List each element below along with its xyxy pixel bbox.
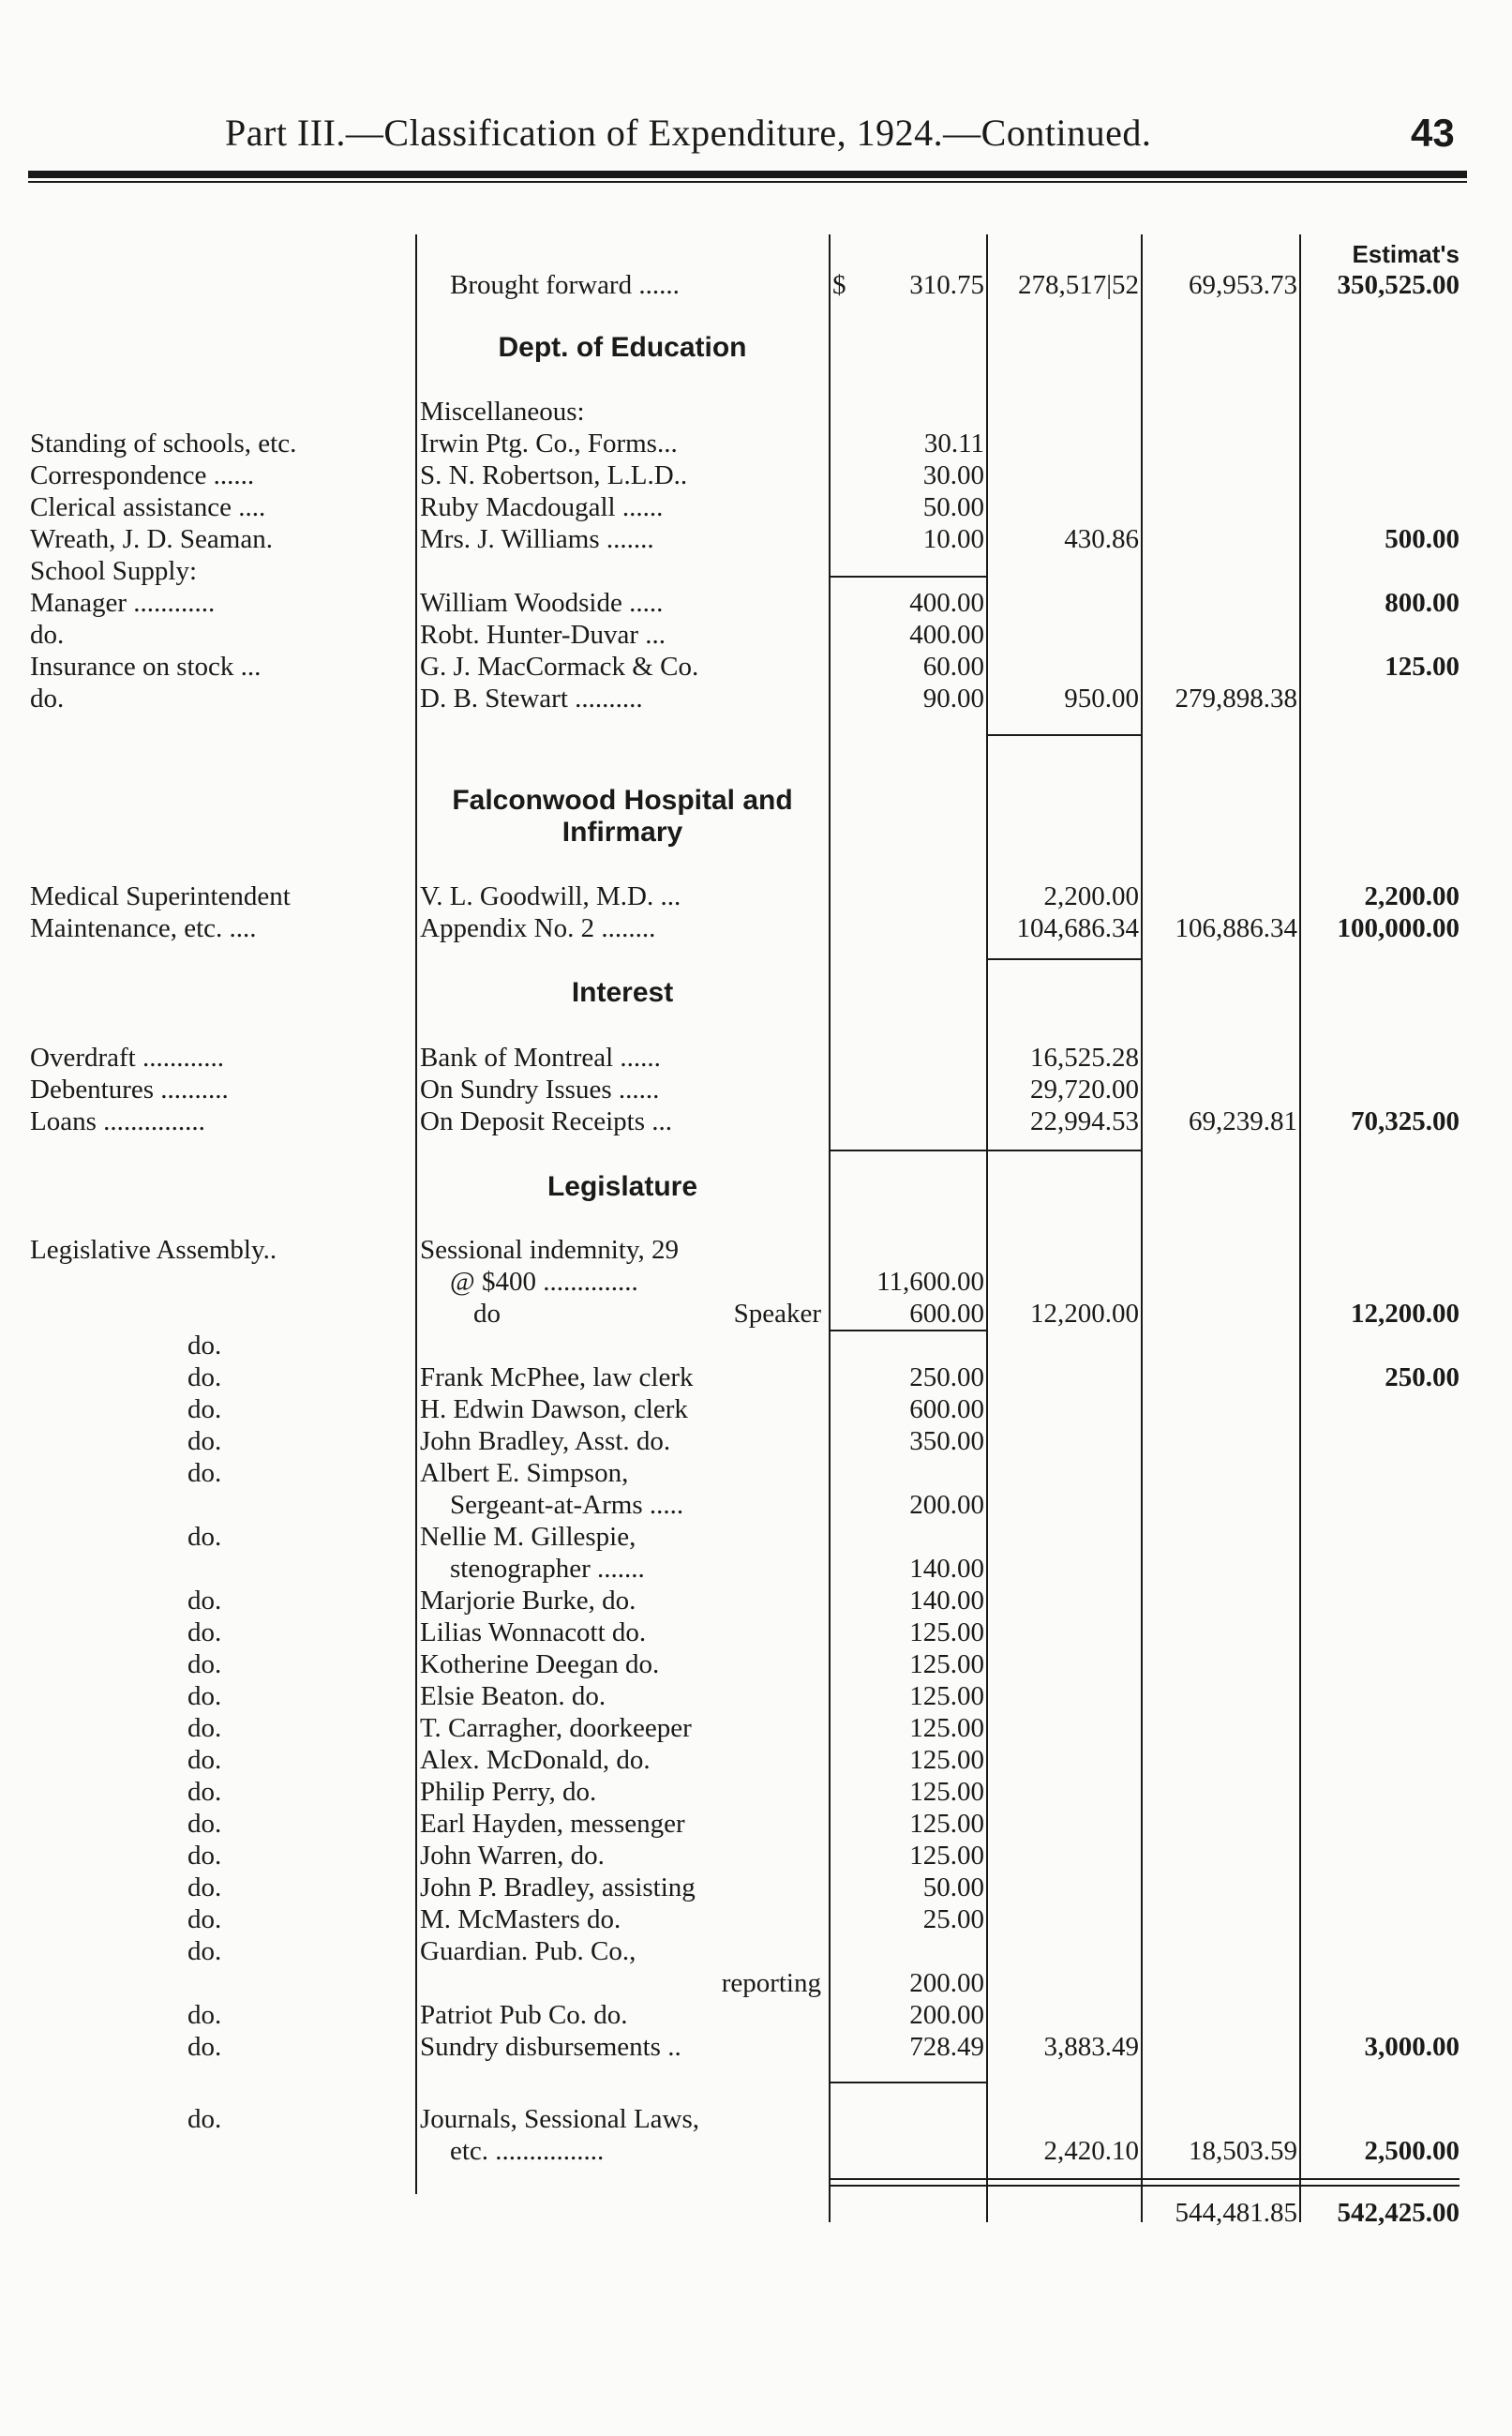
table-row bbox=[0, 1585, 1512, 1616]
row-label: Legislative Assembly.. bbox=[30, 1235, 277, 1265]
table-row bbox=[0, 459, 1512, 491]
col1-value: 200.00 bbox=[909, 2000, 984, 2030]
row-desc: T. Carragher, doorkeeper bbox=[420, 1713, 692, 1743]
header-rule bbox=[28, 171, 1467, 178]
total-rule bbox=[829, 2185, 1460, 2187]
col1-value: 125.00 bbox=[909, 1681, 984, 1711]
col4-value: 2,200.00 bbox=[1364, 881, 1460, 911]
row-label: do. bbox=[187, 2104, 222, 2134]
col1-value: 400.00 bbox=[909, 620, 984, 650]
col1-value: 125.00 bbox=[909, 1809, 984, 1839]
row-desc: Nellie M. Gillespie, bbox=[420, 1522, 636, 1552]
table-row bbox=[0, 619, 1512, 651]
total-rule bbox=[829, 2178, 1460, 2180]
row-desc: etc. ................ bbox=[450, 2136, 605, 2166]
row-label: Standing of schools, etc. bbox=[30, 429, 297, 459]
row-desc: Mrs. J. Williams ....... bbox=[420, 524, 654, 554]
row-desc: Sundry disbursements .. bbox=[420, 2032, 681, 2062]
col4-value: 100,000.00 bbox=[1337, 913, 1460, 943]
row-label: Wreath, J. D. Seaman. bbox=[30, 524, 273, 554]
row-label: do. bbox=[187, 2032, 222, 2062]
row-desc: Marjorie Burke, do. bbox=[420, 1586, 636, 1616]
row-label: do. bbox=[187, 1394, 222, 1424]
col2-value: 104,686.34 bbox=[1016, 913, 1139, 943]
row-desc: Kotherine Deegan do. bbox=[420, 1649, 660, 1679]
table-row bbox=[0, 1872, 1512, 1903]
table-row bbox=[0, 1680, 1512, 1712]
section-heading-education: Dept. of Education bbox=[498, 332, 747, 363]
subtotal-rule bbox=[829, 1150, 1141, 1151]
grand-total-col3: 544,481.85 bbox=[1175, 2198, 1297, 2228]
row-label: Maintenance, etc. .... bbox=[30, 913, 257, 943]
table-row bbox=[0, 1776, 1512, 1808]
row-label: Manager ............ bbox=[30, 588, 216, 618]
row-label: do. bbox=[187, 1617, 222, 1647]
table-row bbox=[0, 1840, 1512, 1872]
col4-value: 70,325.00 bbox=[1351, 1106, 1460, 1136]
table-row bbox=[0, 491, 1512, 523]
row-desc: Bank of Montreal ...... bbox=[420, 1043, 661, 1073]
row-desc: Robt. Hunter-Duvar ... bbox=[420, 620, 666, 650]
row-label: do. bbox=[187, 1331, 222, 1361]
section-heading-legislature: Legislature bbox=[546, 1171, 698, 1202]
row-desc: G. J. MacCormack & Co. bbox=[420, 652, 699, 682]
row-desc: D. B. Stewart .......... bbox=[420, 684, 643, 714]
row-label: School Supply: bbox=[30, 556, 198, 586]
row-label: do. bbox=[187, 1426, 222, 1456]
row-desc: Patriot Pub Co. do. bbox=[420, 2000, 628, 2030]
section-heading-falconwood-line2: Infirmary bbox=[561, 817, 683, 848]
col2-value: 950.00 bbox=[1064, 684, 1139, 714]
row-label: do. bbox=[187, 1586, 222, 1616]
table-row bbox=[0, 1808, 1512, 1840]
col1-value: 200.00 bbox=[909, 1968, 984, 1998]
col1-value: 728.49 bbox=[909, 2032, 984, 2062]
table-row bbox=[0, 523, 1512, 555]
row-desc: Albert E. Simpson, bbox=[420, 1458, 629, 1488]
row-desc: reporting bbox=[721, 1968, 821, 1998]
legislature-row bbox=[0, 1266, 1512, 1298]
subtotal-rule bbox=[986, 734, 1141, 736]
table-row bbox=[0, 1744, 1512, 1776]
table-row bbox=[0, 1361, 1512, 1393]
col4-value: 12,200.00 bbox=[1351, 1299, 1460, 1329]
row-label: do. bbox=[187, 1522, 222, 1552]
row-desc: John Bradley, Asst. do. bbox=[420, 1426, 671, 1456]
col1-value: 140.00 bbox=[909, 1586, 984, 1616]
col2-value: 2,420.10 bbox=[1043, 2136, 1139, 2166]
row-desc: Ruby Macdougall ...... bbox=[420, 492, 664, 522]
table-row bbox=[0, 1999, 1512, 2031]
col1-value: 90.00 bbox=[922, 684, 984, 714]
col3-value: 106,886.34 bbox=[1175, 913, 1297, 943]
grand-total-row bbox=[0, 2197, 1512, 2229]
row-label: do. bbox=[187, 1777, 222, 1807]
row-label: do. bbox=[187, 1809, 222, 1839]
legislature-row bbox=[0, 1330, 1512, 1361]
col2-value: 430.86 bbox=[1064, 524, 1139, 554]
col1-value: 350.00 bbox=[909, 1426, 984, 1456]
col1-value: 125.00 bbox=[909, 1649, 984, 1679]
row-label: do. bbox=[187, 1745, 222, 1775]
row-label: do. bbox=[187, 1713, 222, 1743]
table-row bbox=[0, 1457, 1512, 1489]
grand-total-col4: 542,425.00 bbox=[1337, 2198, 1460, 2228]
col3-value: 69,239.81 bbox=[1189, 1106, 1297, 1136]
col3-value: 279,898.38 bbox=[1175, 684, 1297, 714]
col4-value: 500.00 bbox=[1385, 524, 1460, 554]
table-row bbox=[0, 880, 1512, 912]
table-row bbox=[0, 1553, 1512, 1585]
row-label: Correspondence ...... bbox=[30, 460, 255, 490]
row-label: Clerical assistance .... bbox=[30, 492, 266, 522]
col4-value: 2,500.00 bbox=[1364, 2136, 1460, 2166]
col2-value: 22,994.53 bbox=[1030, 1106, 1139, 1136]
table-row bbox=[0, 1967, 1512, 1999]
row-desc: Philip Perry, do. bbox=[420, 1777, 597, 1807]
col1-value: 50.00 bbox=[922, 1872, 984, 1902]
col1-value: 125.00 bbox=[909, 1777, 984, 1807]
table-row bbox=[0, 428, 1512, 459]
subtotal-rule bbox=[829, 1330, 986, 1331]
table-row bbox=[0, 1712, 1512, 1744]
col2-value: 2,200.00 bbox=[1043, 881, 1139, 911]
row-desc: On Sundry Issues ...... bbox=[420, 1075, 660, 1105]
table-row bbox=[0, 1521, 1512, 1553]
row-desc: Elsie Beaton. do. bbox=[420, 1681, 606, 1711]
header-rule-thin bbox=[28, 181, 1467, 183]
col4-value: 3,000.00 bbox=[1364, 2032, 1460, 2062]
table-row bbox=[0, 1489, 1512, 1521]
row-desc: Alex. McDonald, do. bbox=[420, 1745, 651, 1775]
row-desc: John P. Bradley, assisting bbox=[420, 1872, 696, 1902]
table-row bbox=[0, 1074, 1512, 1105]
col1-value: 125.00 bbox=[909, 1617, 984, 1647]
col3-value: 69,953.73 bbox=[1189, 270, 1297, 300]
page-number: 43 bbox=[1411, 111, 1455, 155]
col1-value: 200.00 bbox=[909, 1490, 984, 1520]
row-label: Medical Superintendent bbox=[30, 881, 291, 911]
col1-value: 125.00 bbox=[909, 1745, 984, 1775]
brought-forward-row bbox=[0, 269, 1512, 301]
row-label: do. bbox=[30, 684, 65, 714]
journals-row bbox=[0, 2103, 1512, 2135]
table-row bbox=[0, 1903, 1512, 1935]
row-desc: On Deposit Receipts ... bbox=[420, 1106, 673, 1136]
row-desc: V. L. Goodwill, M.D. ... bbox=[420, 881, 681, 911]
subtotal-rule bbox=[829, 2082, 986, 2083]
subheading: Miscellaneous: bbox=[420, 397, 585, 427]
row-label: do. bbox=[187, 1841, 222, 1871]
row-label: do. bbox=[187, 1904, 222, 1934]
table-row bbox=[0, 651, 1512, 683]
col3-value: 18,503.59 bbox=[1189, 2136, 1297, 2166]
table-row bbox=[0, 1042, 1512, 1074]
row-desc: Earl Hayden, messenger bbox=[420, 1809, 685, 1839]
row-label: do. bbox=[187, 1936, 222, 1966]
estimates-header: Estimat's bbox=[1352, 240, 1460, 268]
row-label: do. bbox=[187, 2000, 222, 2030]
row-desc: S. N. Robertson, L.L.D.. bbox=[420, 460, 688, 490]
subtotal-rule bbox=[986, 958, 1141, 960]
row-desc: M. McMasters do. bbox=[420, 1904, 621, 1934]
col1-value: 60.00 bbox=[922, 652, 984, 682]
row-label: Loans ............... bbox=[30, 1106, 205, 1136]
table-row bbox=[0, 912, 1512, 944]
row-desc: Guardian. Pub. Co., bbox=[420, 1936, 636, 1966]
currency-sign: $ bbox=[832, 270, 846, 300]
row-label: do. bbox=[187, 1649, 222, 1679]
row-label: do. bbox=[187, 1872, 222, 1902]
table-row bbox=[0, 1105, 1512, 1137]
row-desc: Journals, Sessional Laws, bbox=[420, 2104, 700, 2134]
section-heading-interest: Interest bbox=[571, 977, 674, 1008]
col1-value: 11,600.00 bbox=[876, 1267, 984, 1297]
row-desc: Irwin Ptg. Co., Forms... bbox=[420, 429, 678, 459]
col2-value: 3,883.49 bbox=[1043, 2032, 1139, 2062]
col1-value: 400.00 bbox=[909, 588, 984, 618]
table-row bbox=[0, 2031, 1512, 2063]
row-desc-right: Speaker bbox=[733, 1299, 821, 1329]
table-row bbox=[0, 683, 1512, 714]
journals-row bbox=[0, 2135, 1512, 2167]
row-desc: do bbox=[473, 1299, 501, 1329]
col4-value: 125.00 bbox=[1385, 652, 1460, 682]
table-row bbox=[0, 1425, 1512, 1457]
row-desc: @ $400 .............. bbox=[450, 1267, 638, 1297]
page-header bbox=[0, 111, 1512, 167]
table-row bbox=[0, 1648, 1512, 1680]
row-label: Debentures .......... bbox=[30, 1075, 229, 1105]
row-desc: Sessional indemnity, 29 bbox=[420, 1235, 680, 1265]
col1-value: 250.00 bbox=[909, 1362, 984, 1392]
table-row bbox=[0, 1393, 1512, 1425]
row-label: do. bbox=[187, 1681, 222, 1711]
col1-value: 310.75 bbox=[909, 270, 984, 300]
table-row bbox=[0, 1935, 1512, 1967]
section-heading-falconwood: Falconwood Hospital and bbox=[452, 785, 793, 816]
col1-value: 50.00 bbox=[922, 492, 984, 522]
row-label: do. bbox=[187, 1362, 222, 1392]
col2-value: 16,525.28 bbox=[1030, 1043, 1139, 1073]
row-label: do. bbox=[187, 1458, 222, 1488]
table-row bbox=[0, 555, 1512, 587]
row-label: do. bbox=[30, 620, 65, 650]
table-row bbox=[0, 1616, 1512, 1648]
legislature-row bbox=[0, 1234, 1512, 1266]
col4-value: 250.00 bbox=[1385, 1362, 1460, 1392]
col1-value: 600.00 bbox=[909, 1394, 984, 1424]
row-desc: Appendix No. 2 ........ bbox=[420, 913, 656, 943]
subtotal-rule bbox=[829, 576, 986, 578]
row-desc: stenographer ....... bbox=[450, 1554, 645, 1584]
col1-value: 125.00 bbox=[909, 1713, 984, 1743]
row-desc: William Woodside ..... bbox=[420, 588, 664, 618]
row-desc: Brought forward ...... bbox=[450, 270, 680, 300]
col2-value: 278,517|52 bbox=[1017, 270, 1139, 300]
col1-value: 10.00 bbox=[922, 524, 984, 554]
row-label: Overdraft ............ bbox=[30, 1043, 224, 1073]
row-label: Insurance on stock ... bbox=[30, 652, 262, 682]
row-desc: H. Edwin Dawson, clerk bbox=[420, 1394, 688, 1424]
col4-value: 350,525.00 bbox=[1337, 270, 1460, 300]
row-desc: Lilias Wonnacott do. bbox=[420, 1617, 647, 1647]
col1-value: 125.00 bbox=[909, 1841, 984, 1871]
col1-value: 25.00 bbox=[922, 1904, 984, 1934]
subheading-row bbox=[0, 396, 1512, 428]
row-desc: John Warren, do. bbox=[420, 1841, 605, 1871]
col4-value: 800.00 bbox=[1385, 588, 1460, 618]
col1-value: 600.00 bbox=[909, 1299, 984, 1329]
col1-value: 30.00 bbox=[922, 460, 984, 490]
col2-value: 29,720.00 bbox=[1030, 1075, 1139, 1105]
row-desc: Frank McPhee, law clerk bbox=[420, 1362, 694, 1392]
col2-value: 12,200.00 bbox=[1030, 1299, 1139, 1329]
page-title: Part III.—Classification of Expenditure, 1924.—Continued. bbox=[225, 112, 1152, 154]
col1-value: 140.00 bbox=[909, 1554, 984, 1584]
col1-value: 30.11 bbox=[923, 429, 984, 459]
table-row bbox=[0, 587, 1512, 619]
legislature-row bbox=[0, 1298, 1512, 1330]
row-desc: Sergeant-at-Arms ..... bbox=[450, 1490, 684, 1520]
